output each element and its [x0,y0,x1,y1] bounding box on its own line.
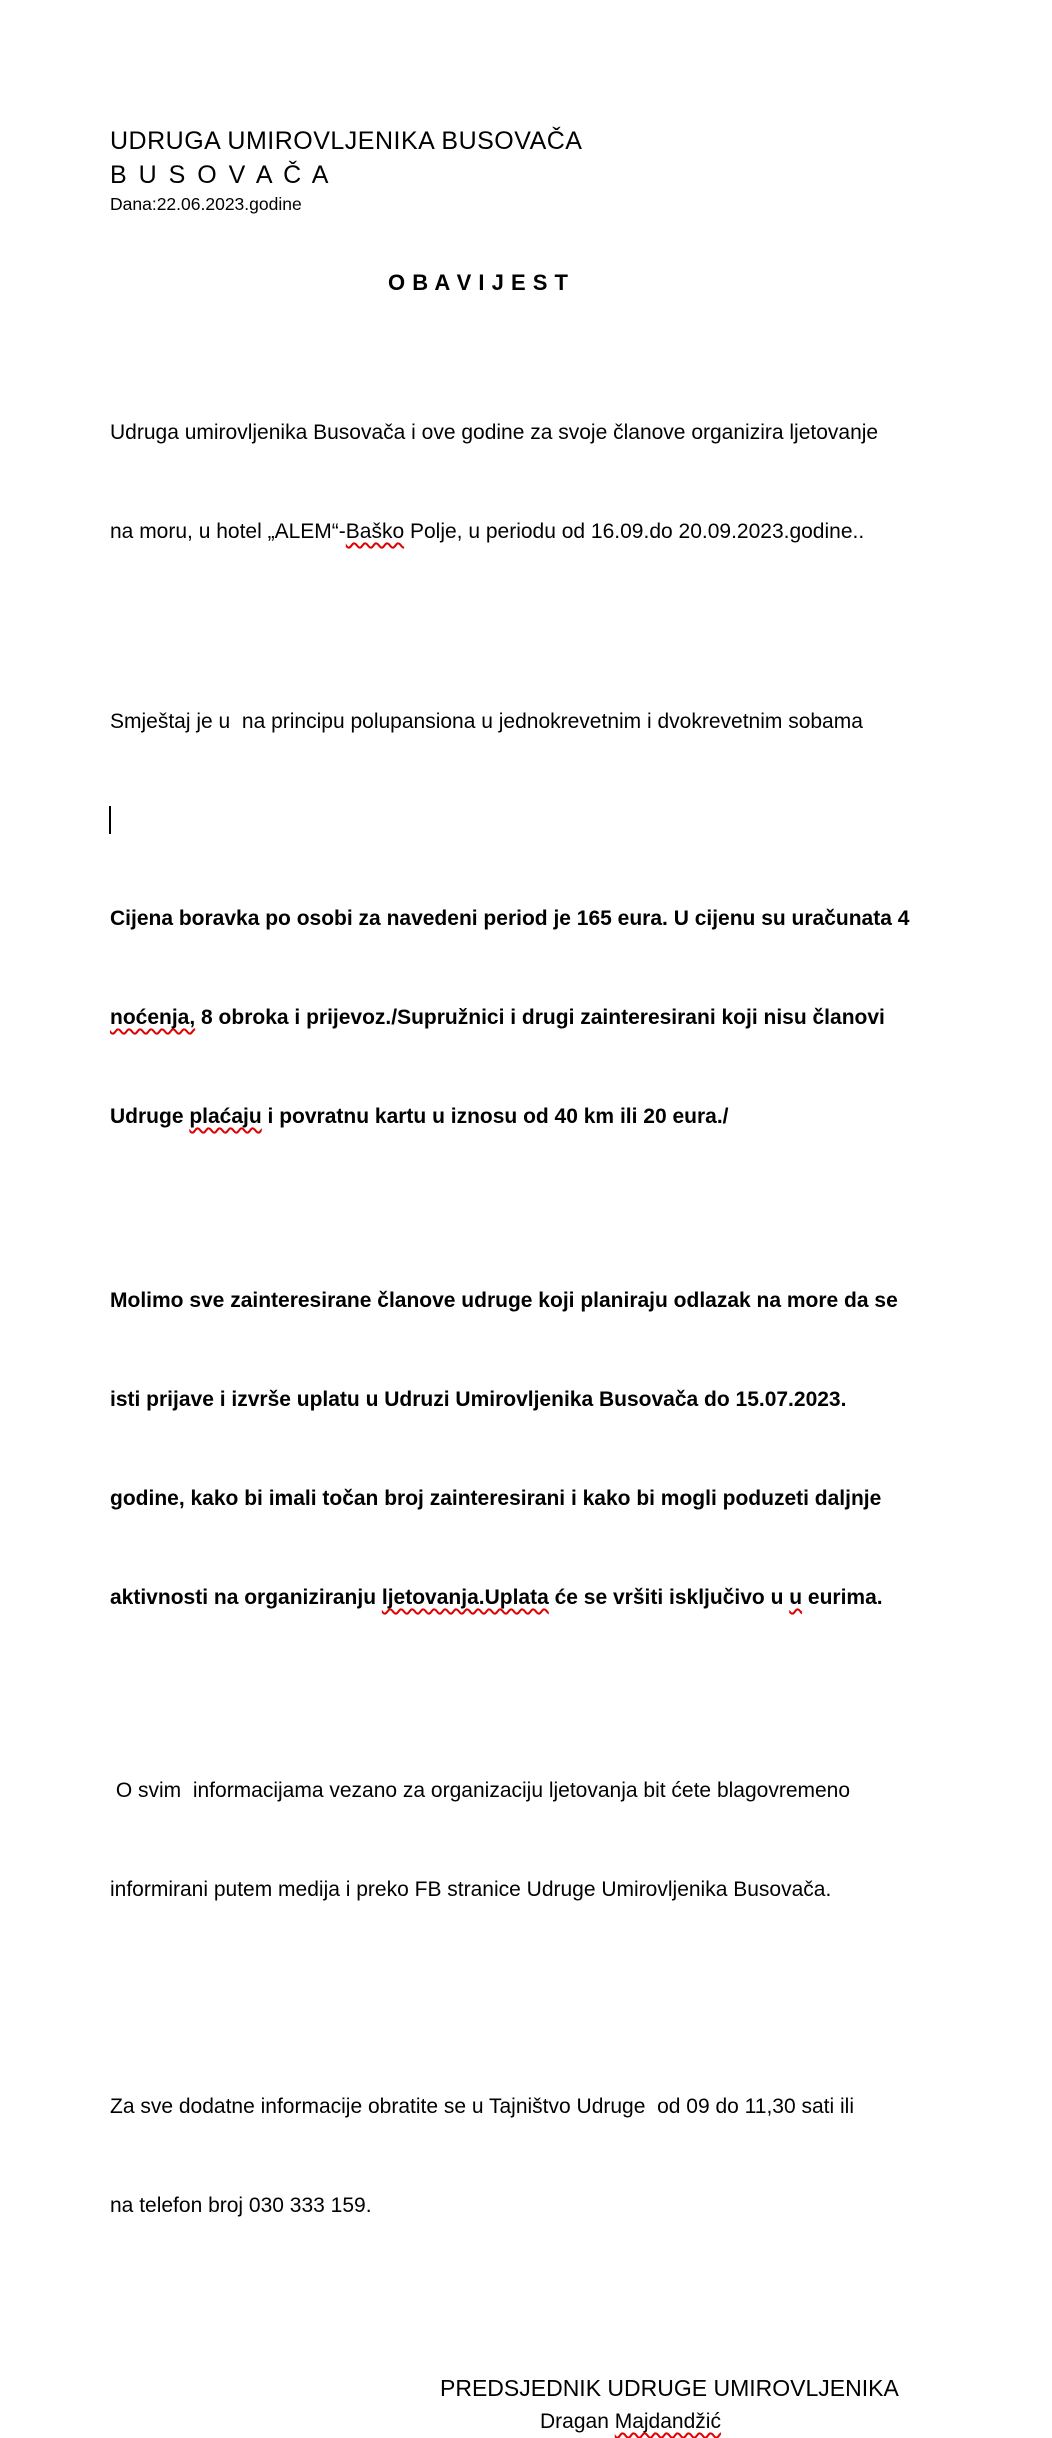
text-line [110,1001,1010,1034]
text-run: će se vršiti isključivo u [548,1586,790,1609]
text-run: Polje, u periodu od 16.09.do 20.09.2023.godine.. [404,520,865,543]
org-city: B U S O V A Č A [110,161,331,189]
misspelled-word: Baško [345,520,405,543]
text-run: na telefon broj 030 333 159. [110,2194,372,2217]
text-run: Smještaj je u na principu polupansiona u jednokrevetnim i dvokrevetnim sobama [110,710,863,733]
signature-name [540,2405,1010,2438]
text-line [110,1873,1010,1906]
signature-role: PREDSJEDNIK UDRUGE UMIROVLJENIKA [440,2375,899,2401]
text-run: isti prijave i izvrše uplatu u Udruzi Umirovljenika Busovača do 15.07.2023. [110,1388,847,1411]
text-run: Cijena boravka po osobi za navedeni period je 165 eura. U cijenu su uračunata 4 [110,907,910,930]
text-line [110,1284,1010,1317]
text-run: Za sve dodatne informacije obratite se u Tajništvo Udruge od 09 do 11,30 sati ili [110,2095,854,2118]
paragraph-intro[interactable] [110,350,1010,614]
text-run: 8 obroka i prijevoz./Supružnici i drugi zainteresirani koji nisu članovi [195,1006,885,1029]
paragraph-accommodation[interactable] [110,639,1010,804]
text-line [110,705,1010,738]
text-line [110,902,1010,935]
text-run: informirani putem medija i preko FB stranice Udruge Umirovljenika Busovača. [110,1878,832,1901]
text-caret [109,806,111,834]
text-line [110,1774,1010,1807]
text-line [110,1383,1010,1416]
text-run: O svim informacijama vezano za organizaciju ljetovanja bit ćete blagovremeno [110,1779,851,1802]
misspelled-word: Majdandžić [614,2410,721,2433]
text-run: Molimo sve zainteresirane članove udruge koji planiraju odlazak na more da se [110,1289,898,1312]
text-line [110,515,1010,548]
date-line: Dana:22.06.2023.godine [110,194,302,214]
text-run: aktivnosti na organiziranju [110,1586,382,1609]
text-run: Udruga umirovljenika Busovača i ove godine za svoje članove organizira ljetovanje [110,421,879,444]
org-name: UDRUGA UMIROVLJENIKA BUSOVAČA [110,127,583,155]
text-line [110,2189,1010,2222]
misspelled-word: noćenja, [110,1006,196,1029]
paragraph-media-info[interactable] [110,1708,1010,1972]
notice-title: O B A V I J E S T [388,270,569,295]
document-content [110,0,1010,2438]
paragraph-signup[interactable] [110,1218,1010,1680]
text-run: Dragan [540,2410,615,2433]
text-line [110,2090,1010,2123]
paragraph-contact[interactable] [110,2024,1010,2288]
text-line [110,1482,1010,1515]
misspelled-word: ljetovanja.Uplata [381,1586,549,1609]
misspelled-word: plaćaju [189,1105,262,1128]
text-run: Udruge [110,1105,190,1128]
text-run: godine, kako bi imali točan broj zainteresirani i kako bi mogli poduzeti daljnje [110,1487,882,1510]
misspelled-word: u [789,1586,803,1609]
text-run: i povratnu kartu u iznosu od 40 km ili 20 eura./ [261,1105,729,1128]
text-line [110,416,1010,449]
text-line [110,1100,1010,1133]
paragraph-price[interactable] [110,836,1010,1199]
text-run: na moru, u hotel „ALEM“- [110,520,346,543]
text-run: eurima. [802,1586,883,1609]
empty-line[interactable] [110,804,1010,836]
text-line [110,1581,1010,1614]
